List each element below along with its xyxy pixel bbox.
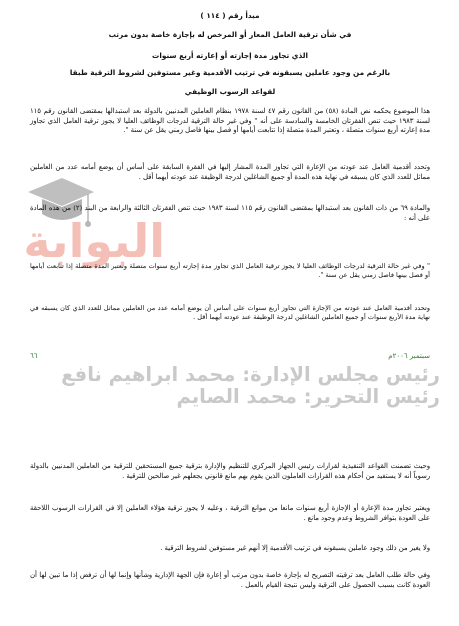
paragraph-6: ولا يغير من ذلك وجود عاملين يسبقونه في ترتيب الأقدمية إلا أنهم غير مستوفين لشروط الترقية .: [160, 544, 430, 552]
issue-date: سبتمبر ٢٠٠٦م: [388, 352, 430, 360]
watermark-logo-text: البوابة: [23, 214, 165, 268]
title-line-3: بالرغم من وجود عاملين يسبقونه في ترتيب الأقدمية وغير مستوفين لشروط الترقية طبقا: [69, 68, 391, 77]
title-line-1: في شأن ترقية العامل المعار أو المرخص له بإجازة خاصة بدون مرتب: [108, 30, 352, 39]
title-line-2: الذي تجاوز مدة إجازته أو إعارته أربع سنوات: [152, 51, 308, 60]
quote-paragraph-1: " وفي غير حالة الترقية لدرجات الوظائف العليا لا يجوز ترقية العامل الذي تجاوز مدة إجازته أربع سنوات متصلة وتعتبر المدة متصلة إذا تتابعت أيامها أو فصل بينها فاصل زمني يقل عن سنة ".: [30, 262, 430, 280]
paragraph-3: والمادة ٦٩ من ذات القانون بعد استبدالها بمقتضى القانون رقم ١١٥ لسنة ١٩٨٣ حيث تنص الفقرتان الثالثة والرابعة من البند (٢) من هذه المادة على أنه :: [30, 204, 430, 222]
quote-paragraph-2: وتحدد أقدمية العامل عند عودته من الإجازة التي تجاوز أربع سنوات على أساس أن يوضع أمامه عدد من العاملين مماثل للعدد الذي كان يسبقه في نهاية مدة الأربع سنوات أو جميع العاملين الشاغلين لدرجة الوظيفة عند عودته أيهما أقل .: [30, 304, 430, 322]
title-line-4: لقواعد الرسوب الوظيفي: [184, 87, 276, 96]
paragraph-7: وفي حالة طلب العامل بعد ترقيته التصريح له بإجازة خاصة بدون مرتب أو إعارة فإن الجهة الإدارية وشأنها وإنما لها أن ترفض إذا ما تبين لها أن العودة كانت بسبب الحصول على الترقية وليس نتيجة القيام بالعمل .: [30, 571, 430, 589]
paragraph-5: ويعتبر تجاوز مدة الإعارة أو الإجازة أربع سنوات مانعا من موانع الترقية ، وعليه لا يجوز ترقية هؤلاء العاملين إلا في القرارات الرسوب اللاحقة على العودة بتوافر الشروط وعدم وجود مانع .: [30, 504, 430, 522]
paragraph-2: وتحدد أقدمية العامل عند عودته من الإعارة التي تجاوز المدة المشار إليها في الفقرة السابقة على أساس أن يوضع أمامه عدد من العاملين مماثل للعدد الذي كان يسبقه في نهاية هذه المدة أو جميع الشاغلين لدرجة الوظيفة عند عودته أيهما أقل .: [30, 163, 430, 181]
paragraph-1: هذا الموضوع يحكمه نص المادة (٥٨) من القانون رقم ٤٧ لسنة ١٩٧٨ بنظام العاملين المدنيين بالدولة بعد استبدالها بمقتضى القانون رقم ١١٥ لسنة ١٩٨٣ حيث تنص الفقرتان الخامسة والسادسة على أنه " وفي غير حالة الترقية لدرجات الوظائف العليا لا يجوز ترقية العامل الذي تجاوز مدة إعارته أربع سنوات متصلة ، وتعتبر المدة متصلة إذا تتابعت أيامها أو فصل بينها فاصل زمني يقل عن سنة ".: [30, 107, 430, 135]
principle-number: مبدأ رقم ( ١١٤ ): [200, 11, 260, 20]
watermark-editor-line: رئيس التحرير: محمد الصايم: [176, 385, 440, 408]
watermark-chairman-line: رئيس مجلس الإدارة: محمد ابراهيم نافع: [61, 363, 440, 386]
paragraph-4: وحيث تضمنت القواعد التنفيذية لقرارات رئيس الجهاز المركزي للتنظيم والإدارة بترقية جميع المستحقين للترقية من العاملين المدنيين بالدولة رسوباً أنه لا يستفيد من أحكام هذه القرارات العاملون الذين يقوم بهم مانع قانوني يجعلهم غير صالحين للترقية .: [30, 462, 430, 480]
page-number: ٦٦: [30, 352, 38, 360]
